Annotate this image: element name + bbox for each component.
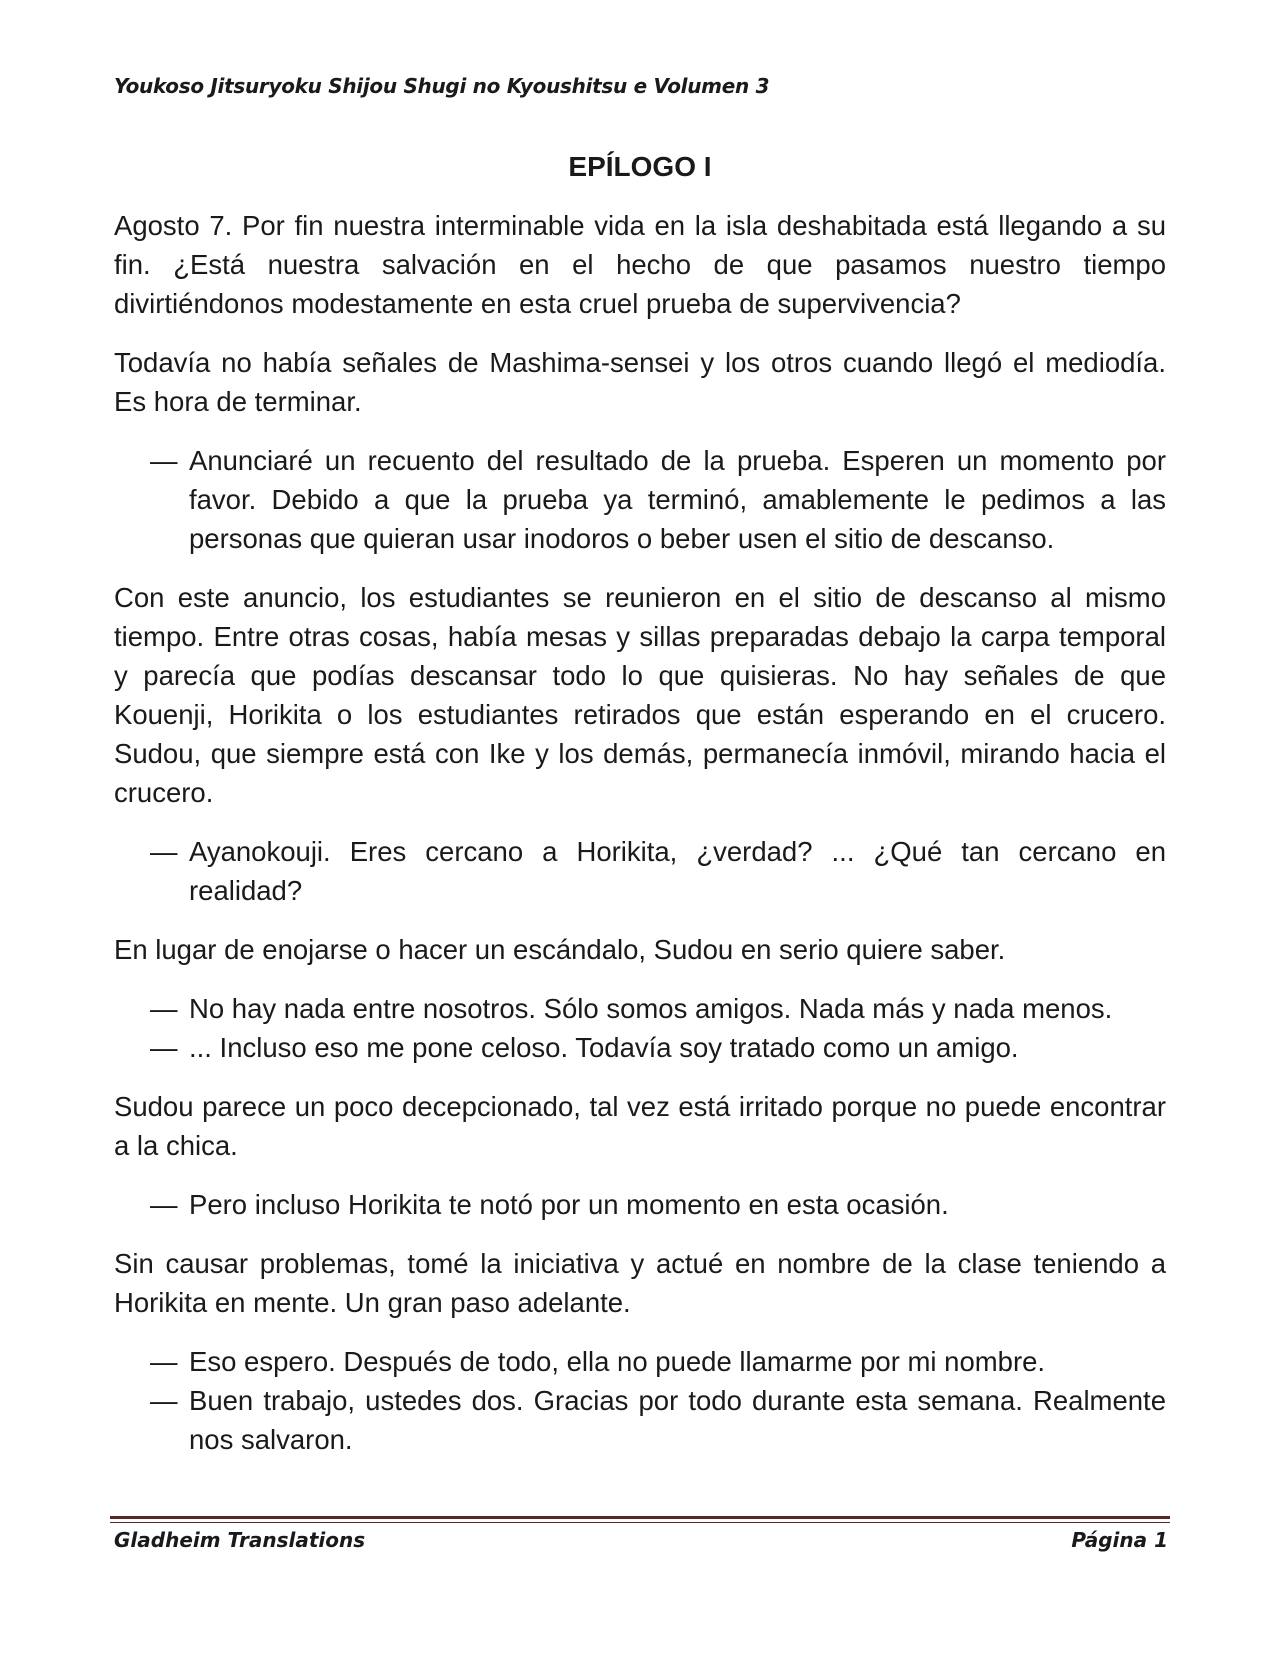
- dialogue-group: [114, 1185, 1166, 1224]
- dialogue-line: [114, 1342, 1166, 1381]
- footer-translator-credit: Gladheim Translations: [114, 1528, 366, 1552]
- dialogue-text: Pero incluso Horikita te notó por un momento en esta ocasión.: [189, 1189, 949, 1220]
- footer-divider: [110, 1516, 1170, 1519]
- dialogue-text: Ayanokouji. Eres cercano a Horikita, ¿verdad? ... ¿Qué tan cercano en realidad?: [189, 836, 1166, 906]
- footer-page-number: Página 1: [1071, 1528, 1168, 1552]
- paragraph: En lugar de enojarse o hacer un escándalo, Sudou en serio quiere saber.: [114, 934, 1006, 965]
- dialogue-line: [114, 441, 1166, 558]
- footer-divider-thin: [110, 1522, 1170, 1523]
- paragraph: Sudou parece un poco decepcionado, tal vez está irritado porque no puede encontrar a la chica.: [114, 1091, 1166, 1161]
- dialogue-dash: —: [150, 1189, 178, 1220]
- dialogue-dash: —: [150, 1346, 178, 1377]
- dialogue-text: Buen trabajo, ustedes dos. Gracias por todo durante esta semana. Realmente nos salvaron.: [189, 1385, 1166, 1455]
- dialogue-dash: —: [150, 1032, 178, 1063]
- dialogue-dash: —: [150, 445, 178, 476]
- paragraph: Sin causar problemas, tomé la iniciativa y actué en nombre de la clase teniendo a Horikita en mente. Un gran paso adelante.: [114, 1248, 1166, 1318]
- dialogue-group: [114, 989, 1166, 1067]
- paragraph: Con este anuncio, los estudiantes se reunieron en el sitio de descanso al mismo tiempo. Entre otras cosas, había mesas y sillas preparadas debajo la carpa temporal y parecía que podías descansar todo lo que quisieras. No hay señales de que Kouenji, Horikita o los estudiantes retirados que están esperando en el crucero. Sudou, que siempre está con Ike y los demás, permanecía inmóvil, mirando hacia el crucero.: [114, 582, 1166, 808]
- dialogue-line: [114, 1185, 1166, 1224]
- dialogue-group: [114, 832, 1166, 910]
- dialogue-group: [114, 1342, 1166, 1459]
- dialogue-group: [114, 441, 1166, 558]
- paragraph: Todavía no había señales de Mashima-sensei y los otros cuando llegó el mediodía. Es hora de terminar.: [114, 347, 1166, 417]
- dialogue-dash: —: [150, 836, 178, 867]
- dialogue-text: ... Incluso eso me pone celoso. Todavía soy tratado como un amigo.: [189, 1032, 1019, 1063]
- dialogue-line: [114, 832, 1166, 910]
- dialogue-line: [114, 1028, 1166, 1067]
- running-header: Youkoso Jitsuryoku Shijou Shugi no Kyoushitsu e Volumen 3: [114, 74, 770, 98]
- dialogue-dash: —: [150, 993, 178, 1024]
- dialogue-dash: —: [150, 1385, 178, 1416]
- page-content: [114, 150, 1166, 1479]
- dialogue-line: [114, 1381, 1166, 1459]
- chapter-title: EPÍLOGO I: [568, 151, 712, 182]
- dialogue-text: Eso espero. Después de todo, ella no puede llamarme por mi nombre.: [189, 1346, 1046, 1377]
- paragraph: Agosto 7. Por fin nuestra interminable vida en la isla deshabitada está llegando a su fin. ¿Está nuestra salvación en el hecho de que pasamos nuestro tiempo divirtiéndonos modestamente en esta cruel prueba de supervivencia?: [114, 210, 1166, 319]
- dialogue-text: Anunciaré un recuento del resultado de la prueba. Esperen un momento por favor. Debido a que la prueba ya terminó, amablemente le pedimos a las personas que quieran usar inodoros o beber usen el sitio de descanso.: [189, 445, 1166, 554]
- dialogue-line: [114, 989, 1166, 1028]
- dialogue-text: No hay nada entre nosotros. Sólo somos amigos. Nada más y nada menos.: [189, 993, 1113, 1024]
